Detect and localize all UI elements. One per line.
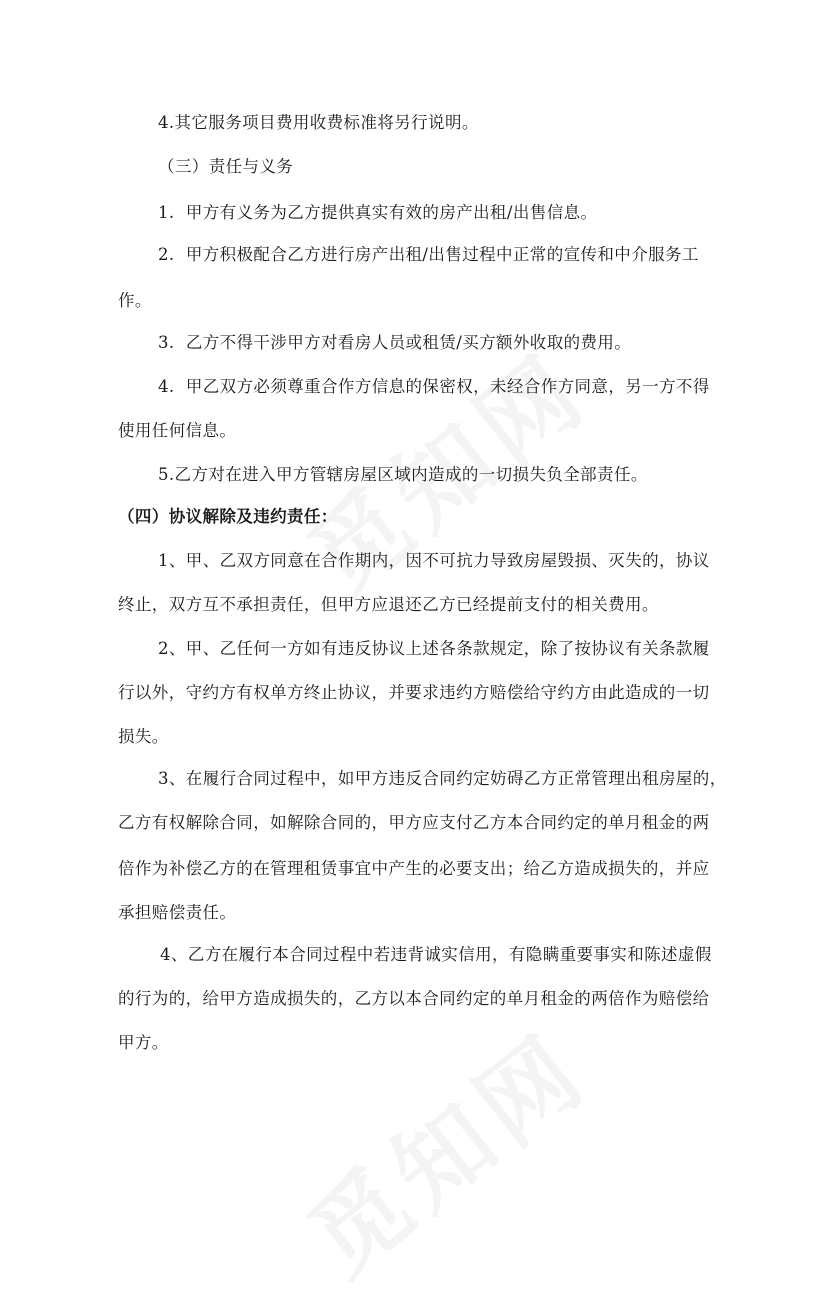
clause-3-1: 1. 甲方有义务为乙方提供真实有效的房产出租/出售信息。 [158,203,598,222]
clause-3-2-line-2: 作。 [118,291,152,310]
clause-4-4-line-3: 甲方。 [118,1033,169,1052]
clause-3-2-line-1: 2. 甲方积极配合乙方进行房产出租/出售过程中正常的宣传和中介服务工 [158,245,699,264]
fee-note-line: 4.其它服务项目费用收费标准将另行说明。 [158,113,479,132]
clause-4-2-line-1: 2、甲、乙任何一方如有违反协议上述各条款规定，除了按协议有关条款履 [158,639,710,658]
clause-4-3-line-1: 3、在履行合同过程中，如甲方违反合同约定妨碍乙方正常管理出租房屋的， [158,769,727,788]
clause-4-1-line-2: 终止，双方互不承担责任，但甲方应退还乙方已经提前支付的相关费用。 [118,595,659,614]
clause-4-3-line-4: 承担赔偿责任。 [118,903,237,922]
clause-4-4-line-1: 4、乙方在履行本合同过程中若违背诚实信用，有隐瞒重要事实和陈述虚假 [160,945,712,964]
clause-4-1-line-1: 1、甲、乙双方同意在合作期内，因不可抗力导致房屋毁损、灭失的，协议 [158,551,710,570]
clause-3-4-line-2: 使用任何信息。 [118,421,237,440]
section-heading-termination: （四）协议解除及违约责任： [118,507,338,526]
clause-3-3: 3. 乙方不得干涉甲方对看房人员或租赁/买方额外收取的费用。 [158,333,632,352]
section-heading-responsibilities: （三）责任与义务 [158,157,294,176]
clause-4-4-line-2: 的行为的，给甲方造成损失的，乙方以本合同约定的单月租金的两倍作为赔偿给 [118,989,710,1008]
clause-3-5: 5.乙方对在进入甲方管辖房屋区域内造成的一切损失负全部责任。 [158,465,648,484]
clause-3-4-line-1: 4. 甲乙双方必须尊重合作方信息的保密权，未经合作方同意，另一方不得 [158,377,710,396]
clause-4-2-line-2: 行以外，守约方有权单方终止协议，并要求违约方赔偿给守约方由此造成的一切 [118,683,710,702]
watermark [277,997,612,1300]
clause-4-3-line-3: 倍作为补偿乙方的在管理租赁事宜中产生的必要支出；给乙方造成损失的，并应 [118,859,710,878]
clause-4-2-line-3: 损失。 [118,727,169,746]
clause-4-3-line-2: 乙方有权解除合同，如解除合同的，甲方应支付乙方本合同约定的单月租金的两 [118,813,710,832]
